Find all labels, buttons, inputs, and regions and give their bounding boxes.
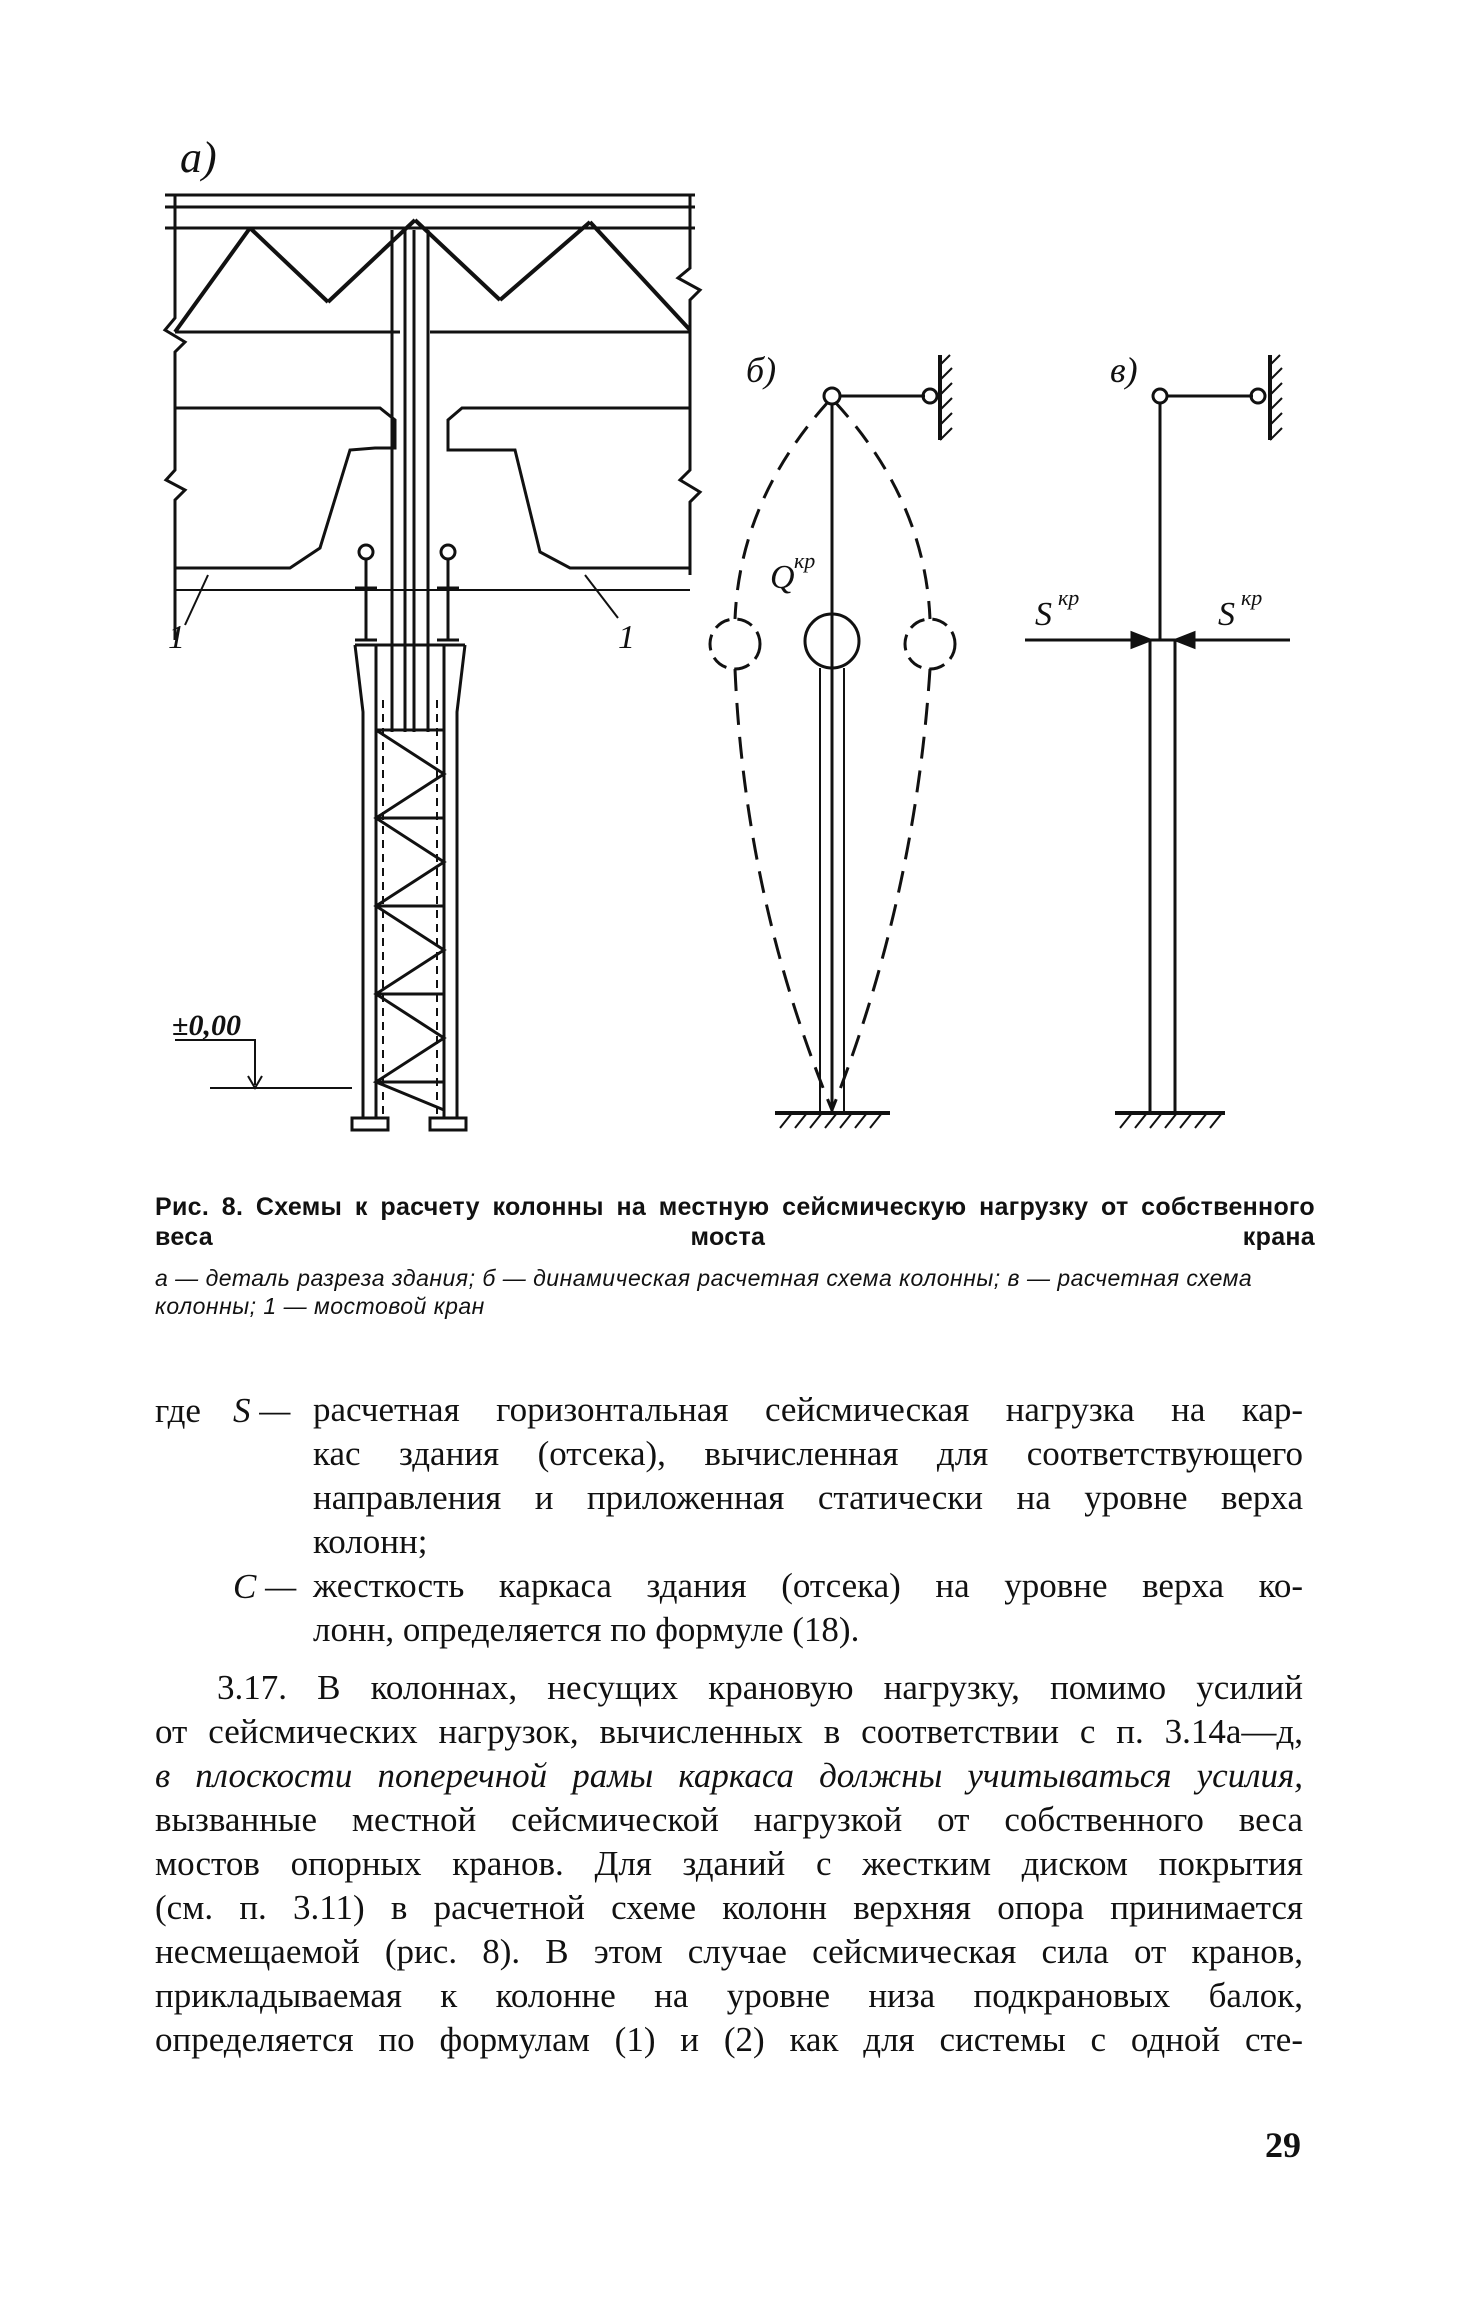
- paragraph-line: 3.17. В колоннах, несущих крановую нагрузку, помимо усилий: [217, 1668, 1303, 1707]
- paragraph-line: несмещаемой (рис. 8). В этом случае сейсмическая сила от кранов,: [155, 1932, 1303, 1971]
- paragraph-line: от сейсмических нагрузок, вычисленных в соответствии с п. 3.14а—д,: [155, 1712, 1303, 1751]
- symbol-c: C —: [233, 1567, 297, 1606]
- symbol-s: S —: [233, 1391, 291, 1430]
- paragraph-line: прикладываемая к колонне на уровне низа подкрановых балок,: [155, 1976, 1303, 2015]
- paragraph-line: вызванные местной сейсмической нагрузкой от собственного веса: [155, 1800, 1303, 1839]
- paragraph-3-17: [155, 1666, 1303, 2062]
- paragraph-line: мостов опорных кранов. Для зданий с жестким диском покрытия: [155, 1844, 1303, 1883]
- crane-label-left: 1: [168, 619, 185, 656]
- q-superscript: кр: [794, 548, 816, 573]
- panel-c-label: в): [1110, 350, 1138, 390]
- panel-c-design-scheme: [1025, 355, 1290, 1128]
- panel-a-label: а): [180, 133, 217, 182]
- paragraph-line: (см. п. 3.11) в расчетной схеме колонн верхняя опора принимается: [155, 1888, 1303, 1927]
- figure-caption-title: Рис. 8. Схемы к расчету колонны на местную сейсмическую нагрузку от собственного веса моста крана: [155, 1193, 1315, 1251]
- s-label-right: S: [1218, 596, 1235, 633]
- figure-caption-legend: а — деталь разреза здания; б — динамическая расчетная схема колонны; в — расчетная схема колонны; 1 — мостовой кран: [155, 1265, 1253, 1319]
- where-intro: где: [155, 1391, 201, 1430]
- definition-s-line: направления и приложенная статически на уровне верха: [313, 1478, 1303, 1517]
- definition-c-line: лонн, определяется по формуле (18).: [313, 1610, 860, 1649]
- definition-s-line: расчетная горизонтальная сейсмическая нагрузка на кар-: [313, 1390, 1303, 1429]
- s-superscript-left: кр: [1058, 585, 1080, 610]
- q-label: Q: [770, 559, 795, 596]
- panel-b-dynamic-scheme: [710, 355, 955, 1128]
- paragraph-line: в плоскости поперечной рамы каркаса должны учитываться усилия,: [155, 1756, 1303, 1795]
- level-mark: ±0,00: [172, 1009, 241, 1042]
- crane-label-right: 1: [618, 619, 635, 656]
- page-number: 29: [1265, 2125, 1301, 2165]
- s-superscript-right: кр: [1241, 585, 1263, 610]
- definition-c-line: жесткость каркаса здания (отсека) на уровне верха ко-: [313, 1566, 1303, 1605]
- panel-a-section: [165, 195, 700, 1130]
- s-label-left: S: [1035, 596, 1052, 633]
- panel-b-label: б): [746, 350, 777, 390]
- paragraph-line: определяется по формулам (1) и (2) как для системы с одной сте-: [155, 2020, 1303, 2059]
- definition-s-line: колонн;: [313, 1522, 428, 1561]
- definition-s-line: кас здания (отсека), вычисленная для соответствующего: [313, 1434, 1303, 1473]
